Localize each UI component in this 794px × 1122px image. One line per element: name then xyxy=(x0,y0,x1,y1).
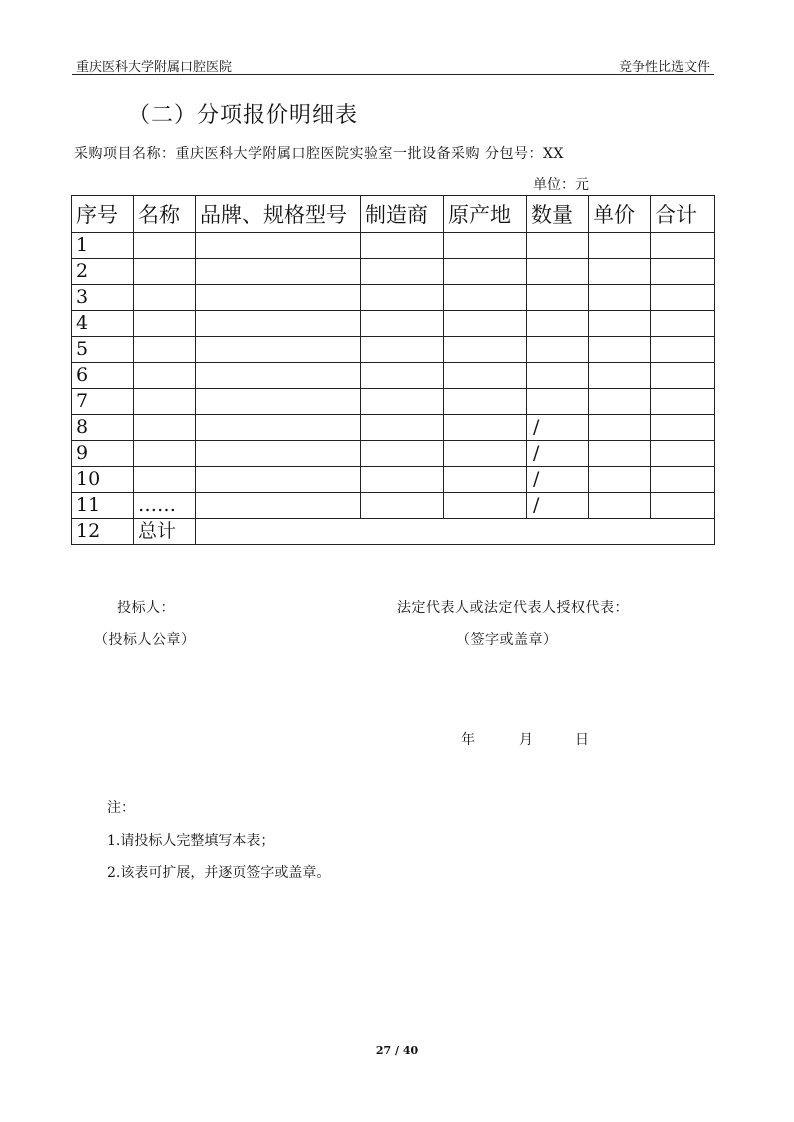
table-cell xyxy=(134,337,196,363)
table-cell xyxy=(527,363,589,389)
date-year: 年 xyxy=(461,732,476,748)
table-cell xyxy=(589,311,651,337)
table-cell xyxy=(651,259,715,285)
header-document-type: 竞争性比选文件 xyxy=(618,60,710,75)
column-header: 序号 xyxy=(72,196,134,233)
table-cell xyxy=(134,363,196,389)
table-row xyxy=(72,259,715,285)
table-body xyxy=(72,233,715,545)
table-cell xyxy=(361,467,444,493)
table-cell xyxy=(361,337,444,363)
table-cell xyxy=(589,233,651,259)
table-cell xyxy=(361,363,444,389)
table-row xyxy=(72,389,715,415)
table-cell xyxy=(651,389,715,415)
table-cell xyxy=(196,467,361,493)
table-cell xyxy=(361,389,444,415)
row-index-cell: 11 xyxy=(72,493,134,519)
column-header: 数量 xyxy=(527,196,589,233)
total-row-label: 总计 xyxy=(134,519,196,545)
table-cell xyxy=(651,311,715,337)
section-title: （二）分项报价明细表 xyxy=(128,103,359,128)
table-cell xyxy=(444,285,527,311)
row-index-cell: 10 xyxy=(72,467,134,493)
table-cell xyxy=(589,337,651,363)
row-index-cell: 7 xyxy=(72,389,134,415)
table-cell xyxy=(444,389,527,415)
table-cell xyxy=(589,441,651,467)
table-cell xyxy=(651,285,715,311)
row-index-cell: 6 xyxy=(72,363,134,389)
table-cell xyxy=(444,493,527,519)
table-cell xyxy=(361,415,444,441)
table-cell xyxy=(196,415,361,441)
table-row xyxy=(72,415,715,441)
table-row xyxy=(72,311,715,337)
column-header: 合计 xyxy=(651,196,715,233)
table-cell xyxy=(361,311,444,337)
table-cell xyxy=(527,259,589,285)
table-cell xyxy=(361,233,444,259)
signature-seal-note: （签字或盖章） xyxy=(456,632,558,648)
table-cell xyxy=(134,311,196,337)
table-cell xyxy=(527,337,589,363)
table-cell: / xyxy=(527,415,589,441)
table-cell xyxy=(134,389,196,415)
table-cell xyxy=(196,259,361,285)
table-cell xyxy=(196,337,361,363)
table-row xyxy=(72,493,715,519)
table-cell xyxy=(444,363,527,389)
table-cell xyxy=(527,285,589,311)
table-cell xyxy=(196,233,361,259)
table-cell xyxy=(589,363,651,389)
column-header: 品牌、规格型号 xyxy=(196,196,361,233)
table-cell xyxy=(651,493,715,519)
quotation-detail-table xyxy=(71,195,715,545)
table-cell xyxy=(651,233,715,259)
table-cell xyxy=(651,467,715,493)
table-cell xyxy=(134,259,196,285)
table-cell xyxy=(589,285,651,311)
notes-title: 注： xyxy=(107,800,135,816)
table-cell xyxy=(444,467,527,493)
table-cell xyxy=(361,259,444,285)
column-header: 制造商 xyxy=(361,196,444,233)
table-cell xyxy=(361,493,444,519)
table-cell xyxy=(134,415,196,441)
table-row xyxy=(72,285,715,311)
table-cell xyxy=(134,233,196,259)
project-name-line: 采购项目名称：重庆医科大学附属口腔医院实验室一批设备采购 分包号：XX xyxy=(74,146,564,162)
table-cell xyxy=(527,389,589,415)
table-cell xyxy=(651,441,715,467)
table-cell xyxy=(444,233,527,259)
row-index-cell: 3 xyxy=(72,285,134,311)
row-index-cell: 1 xyxy=(72,233,134,259)
table-cell xyxy=(589,467,651,493)
table-cell xyxy=(589,415,651,441)
table-cell xyxy=(196,441,361,467)
table-cell: …… xyxy=(134,493,196,519)
date-month: 月 xyxy=(519,732,534,748)
bidder-seal-note: （投标人公章） xyxy=(94,632,196,648)
table-cell xyxy=(196,311,361,337)
page-number: 27 / 40 xyxy=(375,1044,419,1057)
table-cell xyxy=(444,415,527,441)
date-day: 日 xyxy=(575,732,590,748)
table-cell xyxy=(651,363,715,389)
note-item: 2.该表可扩展，并逐页签字或盖章。 xyxy=(107,865,331,881)
table-row xyxy=(72,441,715,467)
table-cell: / xyxy=(527,441,589,467)
row-index-cell: 5 xyxy=(72,337,134,363)
table-cell xyxy=(196,389,361,415)
table-cell xyxy=(589,493,651,519)
table-row xyxy=(72,363,715,389)
table-cell: / xyxy=(527,493,589,519)
table-header-row xyxy=(72,196,715,233)
row-index-cell: 2 xyxy=(72,259,134,285)
table-cell xyxy=(651,415,715,441)
note-item: 1.请投标人完整填写本表； xyxy=(107,833,275,849)
table-cell xyxy=(361,441,444,467)
page-header xyxy=(72,52,714,75)
table-cell xyxy=(444,259,527,285)
column-header: 名称 xyxy=(134,196,196,233)
row-index-cell: 8 xyxy=(72,415,134,441)
column-header: 单价 xyxy=(589,196,651,233)
table-cell xyxy=(527,311,589,337)
legal-representative-label: 法定代表人或法定代表人授权代表： xyxy=(397,600,629,616)
total-row xyxy=(72,519,715,545)
row-index-cell: 4 xyxy=(72,311,134,337)
column-header: 原产地 xyxy=(444,196,527,233)
table-cell xyxy=(134,467,196,493)
table-cell xyxy=(361,285,444,311)
table-cell xyxy=(589,389,651,415)
total-row-value xyxy=(196,519,715,545)
table-cell xyxy=(651,337,715,363)
table-cell xyxy=(589,259,651,285)
table-cell xyxy=(444,311,527,337)
row-index-cell: 9 xyxy=(72,441,134,467)
table-cell xyxy=(196,285,361,311)
table-cell xyxy=(196,363,361,389)
bidder-label: 投标人： xyxy=(117,600,175,616)
table-cell xyxy=(527,233,589,259)
table-row xyxy=(72,233,715,259)
total-row-index: 12 xyxy=(72,519,134,545)
header-organization: 重庆医科大学附属口腔医院 xyxy=(76,60,233,75)
table-cell xyxy=(444,337,527,363)
table-cell xyxy=(196,493,361,519)
table-cell xyxy=(444,441,527,467)
table-row xyxy=(72,337,715,363)
table-cell xyxy=(134,441,196,467)
table-row xyxy=(72,467,715,493)
table-cell xyxy=(134,285,196,311)
table-cell: / xyxy=(527,467,589,493)
currency-unit: 单位：元 xyxy=(533,177,589,193)
